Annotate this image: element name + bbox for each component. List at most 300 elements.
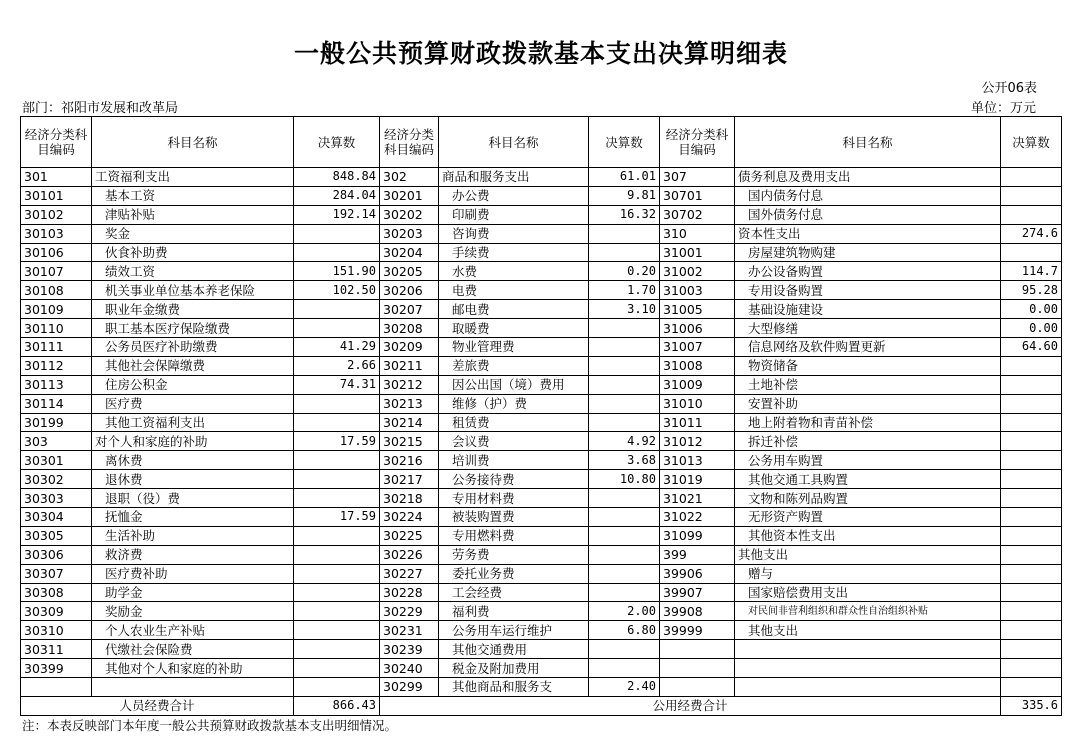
amount-cell [1001,659,1062,678]
form-number: 公开06表 [981,81,1037,96]
amount-cell: 61.01 [589,168,660,187]
code-cell: 30303 [21,489,92,508]
table-row [21,451,1062,470]
name-cell: 津贴补贴 [92,205,294,224]
code-cell [660,659,735,678]
code-cell: 30113 [21,375,92,394]
name-cell: 生活补助 [92,526,294,545]
amount-cell [294,300,380,319]
table-row [21,168,1062,187]
name-cell: 拆迁补偿 [735,432,1001,451]
table-row [21,319,1062,338]
code-cell: 31008 [660,356,735,375]
name-cell: 其他交通工具购置 [735,470,1001,489]
amount-cell [1001,432,1062,451]
table-row [21,526,1062,545]
amount-cell: 3.68 [589,451,660,470]
code-cell: 30208 [380,319,439,338]
code-cell: 30114 [21,394,92,413]
amount-cell [294,319,380,338]
name-cell [92,678,294,697]
name-cell: 被装购置费 [439,508,589,527]
code-cell: 30302 [21,470,92,489]
amount-cell [294,678,380,697]
name-cell: 赠与 [735,564,1001,583]
table-row [21,262,1062,281]
amount-cell: 6.80 [589,621,660,640]
name-cell: 其他对个人和家庭的补助 [92,659,294,678]
amount-cell: 9.81 [589,186,660,205]
name-cell: 国内债务付息 [735,186,1001,205]
code-cell: 30108 [21,281,92,300]
code-cell: 39907 [660,583,735,602]
header-amount: 决算数 [589,117,660,168]
table-row [21,205,1062,224]
name-cell: 专用设备购置 [735,281,1001,300]
code-cell: 30212 [380,375,439,394]
name-cell: 国家赔偿费用支出 [735,583,1001,602]
header-name: 科目名称 [92,117,294,168]
amount-cell: 3.10 [589,300,660,319]
amount-cell [589,319,660,338]
name-cell: 职工基本医疗保险缴费 [92,319,294,338]
code-cell: 30214 [380,413,439,432]
name-cell: 资本性支出 [735,224,1001,243]
code-cell: 30224 [380,508,439,527]
name-cell: 房屋建筑物购建 [735,243,1001,262]
amount-cell [1001,621,1062,640]
department-label: 部门：祁阳市发展和改革局 [22,101,179,116]
amount-cell: 151.90 [294,262,380,281]
amount-cell [589,526,660,545]
amount-cell [294,489,380,508]
amount-cell [1001,678,1062,697]
amount-cell [1001,640,1062,659]
code-cell: 31003 [660,281,735,300]
code-cell: 30228 [380,583,439,602]
name-cell: 基本工资 [92,186,294,205]
amount-cell [294,659,380,678]
name-cell: 其他支出 [735,621,1001,640]
header-code: 经济分类科目编码 [660,117,735,168]
amount-cell [1001,394,1062,413]
code-cell [21,678,92,697]
code-cell: 39906 [660,564,735,583]
code-cell: 301 [21,168,92,187]
name-cell: 大型修缮 [735,319,1001,338]
totals-row [21,696,1062,715]
name-cell: 土地补偿 [735,375,1001,394]
code-cell: 30106 [21,243,92,262]
public-total-value: 335.6 [1001,696,1062,715]
header-name: 科目名称 [439,117,589,168]
code-cell: 30399 [21,659,92,678]
amount-cell [1001,470,1062,489]
code-cell: 30306 [21,545,92,564]
table-row [21,583,1062,602]
amount-cell: 1.70 [589,281,660,300]
amount-cell [589,659,660,678]
code-cell: 30299 [380,678,439,697]
table-row [21,243,1062,262]
code-cell: 31099 [660,526,735,545]
code-cell: 30103 [21,224,92,243]
name-cell: 工会经费 [439,583,589,602]
name-cell: 国外债务付息 [735,205,1001,224]
amount-cell [294,602,380,621]
table-row [21,659,1062,678]
code-cell: 30231 [380,621,439,640]
amount-cell: 102.50 [294,281,380,300]
name-cell: 其他交通费用 [439,640,589,659]
code-cell: 30215 [380,432,439,451]
name-cell: 物业管理费 [439,338,589,357]
amount-cell: 114.7 [1001,262,1062,281]
code-cell: 31010 [660,394,735,413]
amount-cell [294,640,380,659]
name-cell: 其他商品和服务支 [439,678,589,697]
amount-cell [294,243,380,262]
footnote: 注：本表反映部门本年度一般公共预算财政拨款基本支出明细情况。 [22,718,398,733]
amount-cell [1001,413,1062,432]
amount-cell [294,470,380,489]
code-cell: 31005 [660,300,735,319]
table-row [21,394,1062,413]
code-cell: 31011 [660,413,735,432]
amount-cell: 4.92 [589,432,660,451]
amount-cell [294,526,380,545]
name-cell: 其他工资福利支出 [92,413,294,432]
name-cell: 职业年金缴费 [92,300,294,319]
code-cell: 30239 [380,640,439,659]
table-row [21,602,1062,621]
code-cell: 30308 [21,583,92,602]
name-cell: 劳务费 [439,545,589,564]
amount-cell: 16.32 [589,205,660,224]
name-cell: 信息网络及软件购置更新 [735,338,1001,357]
amount-cell [1001,489,1062,508]
code-cell: 307 [660,168,735,187]
table-body [21,168,1062,697]
name-cell: 会议费 [439,432,589,451]
amount-cell: 848.84 [294,168,380,187]
code-cell: 31006 [660,319,735,338]
table-row [21,186,1062,205]
table-row [21,413,1062,432]
amount-cell: 0.00 [1001,319,1062,338]
name-cell: 委托业务费 [439,564,589,583]
name-cell: 伙食补助费 [92,243,294,262]
name-cell: 退休费 [92,470,294,489]
amount-cell [589,508,660,527]
code-cell: 30305 [21,526,92,545]
name-cell: 对个人和家庭的补助 [92,432,294,451]
code-cell: 30217 [380,470,439,489]
code-cell: 30202 [380,205,439,224]
amount-cell: 0.00 [1001,300,1062,319]
name-cell: 电费 [439,281,589,300]
code-cell: 30199 [21,413,92,432]
code-cell: 30203 [380,224,439,243]
name-cell: 商品和服务支出 [439,168,589,187]
code-cell: 31002 [660,262,735,281]
table-row [21,300,1062,319]
name-cell: 印刷费 [439,205,589,224]
amount-cell [1001,205,1062,224]
header-code: 经济分类科目编码 [380,117,439,168]
code-cell: 30102 [21,205,92,224]
table-row [21,640,1062,659]
amount-cell [589,375,660,394]
amount-cell [589,564,660,583]
name-cell: 其他支出 [735,545,1001,564]
code-cell: 30112 [21,356,92,375]
name-cell: 公务用车运行维护 [439,621,589,640]
code-cell: 30311 [21,640,92,659]
code-cell: 31013 [660,451,735,470]
code-cell: 31021 [660,489,735,508]
amount-cell: 2.66 [294,356,380,375]
amount-cell [294,545,380,564]
name-cell: 助学金 [92,583,294,602]
name-cell: 办公设备购置 [735,262,1001,281]
name-cell: 救济费 [92,545,294,564]
amount-cell [1001,545,1062,564]
table-row [21,432,1062,451]
name-cell: 其他资本性支出 [735,526,1001,545]
name-cell [735,678,1001,697]
name-cell: 水费 [439,262,589,281]
amount-cell: 95.28 [1001,281,1062,300]
name-cell: 奖金 [92,224,294,243]
header-amount: 决算数 [1001,117,1062,168]
code-cell: 30227 [380,564,439,583]
amount-cell [1001,356,1062,375]
name-cell [735,659,1001,678]
header-name: 科目名称 [735,117,1001,168]
code-cell: 30218 [380,489,439,508]
amount-cell [1001,526,1062,545]
code-cell: 30201 [380,186,439,205]
amount-cell [294,451,380,470]
code-cell: 30307 [21,564,92,583]
code-cell: 399 [660,545,735,564]
amount-cell: 192.14 [294,205,380,224]
name-cell: 税金及附加费用 [439,659,589,678]
code-cell: 31007 [660,338,735,357]
amount-cell [589,394,660,413]
name-cell: 对民间非营利组织和群众性自治组织补贴 [735,602,1001,621]
table-row [21,281,1062,300]
code-cell: 30309 [21,602,92,621]
code-cell: 30206 [380,281,439,300]
code-cell: 30701 [660,186,735,205]
code-cell: 30216 [380,451,439,470]
name-cell: 培训费 [439,451,589,470]
amount-cell [294,621,380,640]
table-row [21,621,1062,640]
code-cell: 30310 [21,621,92,640]
name-cell: 租赁费 [439,413,589,432]
code-cell: 30207 [380,300,439,319]
amount-cell: 2.40 [589,678,660,697]
amount-cell: 0.20 [589,262,660,281]
amount-cell [294,413,380,432]
amount-cell [1001,583,1062,602]
name-cell: 医疗费 [92,394,294,413]
name-cell: 安置补助 [735,394,1001,413]
amount-cell: 17.59 [294,508,380,527]
code-cell: 31022 [660,508,735,527]
name-cell: 其他社会保障缴费 [92,356,294,375]
amount-cell [1001,508,1062,527]
name-cell: 咨询费 [439,224,589,243]
name-cell: 维修（护）费 [439,394,589,413]
code-cell: 30702 [660,205,735,224]
amount-cell [1001,186,1062,205]
code-cell: 303 [21,432,92,451]
amount-cell [1001,564,1062,583]
table-row [21,470,1062,489]
table-row [21,678,1062,697]
amount-cell: 284.04 [294,186,380,205]
page-title: 一般公共预算财政拨款基本支出决算明细表 [293,39,788,68]
amount-cell: 41.29 [294,338,380,357]
code-cell: 30110 [21,319,92,338]
name-cell: 专用材料费 [439,489,589,508]
name-cell: 公务员医疗补助缴费 [92,338,294,357]
table-row [21,545,1062,564]
name-cell: 绩效工资 [92,262,294,281]
amount-cell [589,356,660,375]
code-cell: 30209 [380,338,439,357]
name-cell: 差旅费 [439,356,589,375]
personnel-total-value: 866.43 [294,696,380,715]
table-row [21,564,1062,583]
name-cell: 抚恤金 [92,508,294,527]
amount-cell: 274.6 [1001,224,1062,243]
code-cell: 30225 [380,526,439,545]
name-cell: 个人农业生产补贴 [92,621,294,640]
name-cell: 公务用车购置 [735,451,1001,470]
code-cell: 30107 [21,262,92,281]
code-cell: 39999 [660,621,735,640]
table-row [21,356,1062,375]
amount-cell [589,640,660,659]
amount-cell [1001,243,1062,262]
code-cell: 30301 [21,451,92,470]
name-cell: 退职（役）费 [92,489,294,508]
unit-label: 单位：万元 [970,101,1036,116]
name-cell: 手续费 [439,243,589,262]
expenditure-table [20,116,1062,716]
amount-cell [1001,602,1062,621]
table-header-row [21,117,1062,168]
code-cell: 302 [380,168,439,187]
public-total-label: 公用经费合计 [380,696,1001,715]
amount-cell [294,564,380,583]
amount-cell [589,338,660,357]
amount-cell: 17.59 [294,432,380,451]
amount-cell [1001,375,1062,394]
name-cell: 工资福利支出 [92,168,294,187]
name-cell: 因公出国（境）费用 [439,375,589,394]
name-cell: 公务接待费 [439,470,589,489]
name-cell: 基础设施建设 [735,300,1001,319]
code-cell: 30211 [380,356,439,375]
amount-cell: 2.00 [589,602,660,621]
amount-cell [1001,168,1062,187]
name-cell: 福利费 [439,602,589,621]
name-cell: 债务利息及费用支出 [735,168,1001,187]
personnel-total-label: 人员经费合计 [21,696,294,715]
name-cell: 机关事业单位基本养老保险 [92,281,294,300]
header-amount: 决算数 [294,117,380,168]
amount-cell [294,394,380,413]
table-row [21,338,1062,357]
code-cell: 31009 [660,375,735,394]
code-cell: 30229 [380,602,439,621]
amount-cell [589,545,660,564]
name-cell: 住房公积金 [92,375,294,394]
name-cell: 取暖费 [439,319,589,338]
code-cell: 30205 [380,262,439,281]
code-cell: 30213 [380,394,439,413]
name-cell [735,640,1001,659]
amount-cell [294,583,380,602]
name-cell: 代缴社会保险费 [92,640,294,659]
code-cell: 31012 [660,432,735,451]
amount-cell [589,243,660,262]
name-cell: 邮电费 [439,300,589,319]
table-row [21,224,1062,243]
amount-cell [1001,451,1062,470]
code-cell: 30240 [380,659,439,678]
amount-cell [589,583,660,602]
name-cell: 地上附着物和青苗补偿 [735,413,1001,432]
table-row [21,489,1062,508]
amount-cell: 64.60 [1001,338,1062,357]
code-cell: 30304 [21,508,92,527]
amount-cell [589,224,660,243]
table-row [21,508,1062,527]
code-cell [660,640,735,659]
amount-cell: 74.31 [294,375,380,394]
amount-cell [589,413,660,432]
name-cell: 奖励金 [92,602,294,621]
code-cell: 39908 [660,602,735,621]
name-cell: 物资储备 [735,356,1001,375]
code-cell: 310 [660,224,735,243]
code-cell: 30111 [21,338,92,357]
code-cell: 30226 [380,545,439,564]
amount-cell [294,224,380,243]
name-cell: 专用燃料费 [439,526,589,545]
name-cell: 办公费 [439,186,589,205]
amount-cell [589,489,660,508]
code-cell: 30101 [21,186,92,205]
code-cell [660,678,735,697]
code-cell: 31001 [660,243,735,262]
name-cell: 无形资产购置 [735,508,1001,527]
name-cell: 医疗费补助 [92,564,294,583]
name-cell: 文物和陈列品购置 [735,489,1001,508]
code-cell: 30204 [380,243,439,262]
code-cell: 30109 [21,300,92,319]
table-row [21,375,1062,394]
name-cell: 离休费 [92,451,294,470]
code-cell: 31019 [660,470,735,489]
